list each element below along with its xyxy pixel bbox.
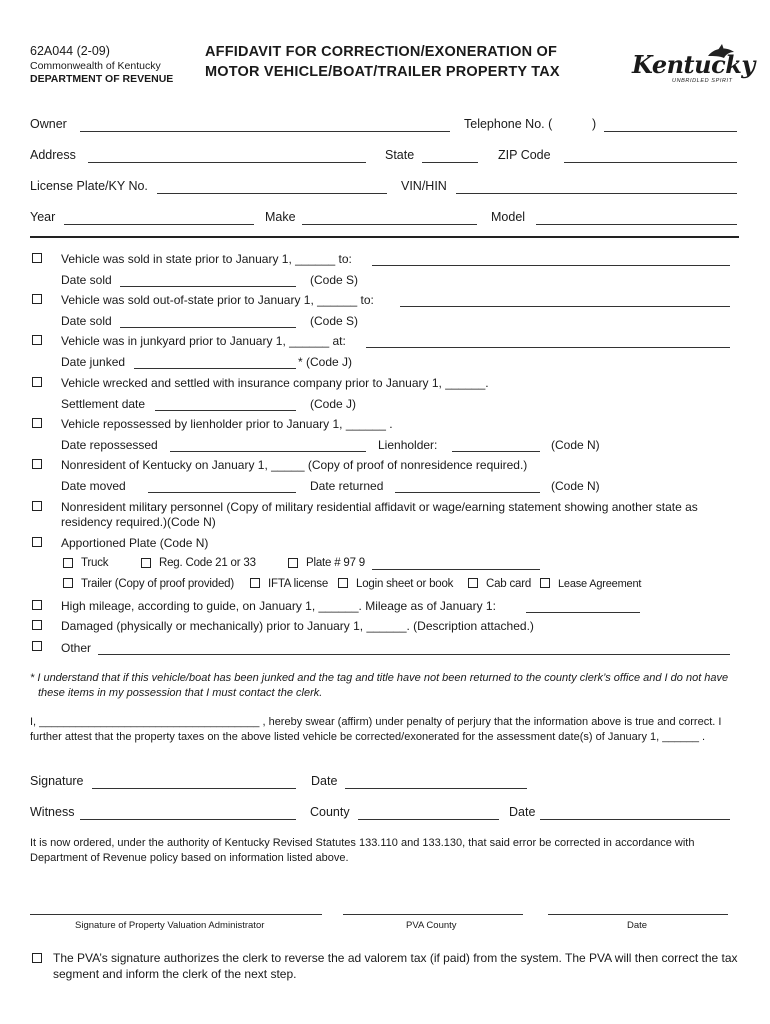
date-sold-field-1[interactable] — [120, 286, 296, 287]
section-divider — [30, 236, 739, 238]
witness-date-field[interactable] — [540, 819, 730, 820]
signature-date-label: Date — [311, 774, 338, 788]
telephone-label: Telephone No. ( — [464, 117, 553, 131]
pva-authorization-note: The PVA’s signature authorizes the clerk to reverse the ad valorem tax (if paid) from the system. The PVA will then correct the tax segment and inform the clerk of the next step. — [53, 951, 738, 981]
military-label-line2: residency required.)(Code N) — [61, 515, 216, 529]
date-junked-field[interactable] — [134, 368, 296, 369]
agency-name: Commonwealth of Kentucky — [30, 60, 161, 72]
high-mileage-label: High mileage, according to guide, on January 1, ______. Mileage as of January 1: — [61, 599, 496, 613]
trailer-label: Trailer (Copy of proof provided) — [81, 578, 234, 590]
nonresident-checkbox[interactable] — [32, 459, 42, 469]
signature-date-field[interactable] — [345, 788, 527, 789]
witness-field[interactable] — [80, 819, 296, 820]
owner-field[interactable] — [80, 131, 450, 132]
telephone-paren: ) — [592, 117, 597, 131]
model-label: Model — [491, 210, 526, 224]
other-checkbox[interactable] — [32, 641, 42, 651]
order-statement: It is now ordered, under the authority of Kentucky Revised Statutes 133.110 and 133.130, that said error be corrected in accordance with Department of Revenue policy based on information listed above. — [30, 837, 695, 864]
zip-field[interactable] — [564, 162, 737, 163]
date-returned-field[interactable] — [395, 492, 540, 493]
address-field[interactable] — [88, 162, 366, 163]
sold-in-state-buyer-field[interactable] — [372, 265, 730, 266]
witness-date-label: Date — [509, 805, 536, 819]
apportioned-checkbox[interactable] — [32, 537, 42, 547]
kentucky-logo — [630, 42, 755, 90]
pva-county-field[interactable] — [343, 914, 523, 915]
wrecked-checkbox[interactable] — [32, 377, 42, 387]
junkyard-checkbox[interactable] — [32, 335, 42, 345]
junked-footnote: * I understand that if this vehicle/boat has been junked and the tag and title have not been returned to the county clerk’s office and I do not have these items in my possession that I must contact the clerk. — [30, 672, 729, 699]
ifta-checkbox[interactable] — [250, 578, 260, 588]
form-number: 62A044 (2-09) — [30, 44, 110, 58]
form-title-line2: MOTOR VEHICLE/BOAT/TRAILER PROPERTY TAX — [205, 64, 560, 80]
nonresident-label: Nonresident of Kentucky on January 1, _____ (Copy of proof of nonresidence required.) — [61, 458, 528, 472]
pva-signature-label: Signature of Property Valuation Administrator — [75, 920, 265, 931]
damaged-label: Damaged (physically or mechanically) prior to January 1, ______. (Description attached.) — [61, 619, 534, 633]
code-j-label-1: * (Code J) — [298, 355, 353, 369]
login-sheet-label: Login sheet or book — [356, 578, 454, 590]
pva-signature-field[interactable] — [30, 914, 322, 915]
plate-number-field[interactable] — [372, 569, 540, 570]
damaged-checkbox[interactable] — [32, 620, 42, 630]
other-field[interactable] — [98, 654, 730, 655]
date-sold-label-2: Date sold — [61, 314, 112, 328]
telephone-field[interactable] — [604, 131, 737, 132]
vin-label: VIN/HIN — [401, 179, 447, 193]
lienholder-label: Lienholder: — [378, 438, 438, 452]
lienholder-field[interactable] — [452, 451, 540, 452]
pva-authorization-checkbox[interactable] — [32, 953, 42, 963]
date-sold-field-2[interactable] — [120, 327, 296, 328]
model-field[interactable] — [536, 224, 737, 225]
settlement-date-field[interactable] — [155, 410, 296, 411]
reg-code-label: Reg. Code 21 or 33 — [159, 557, 256, 569]
mileage-field[interactable] — [526, 612, 640, 613]
cab-card-label: Cab card — [486, 578, 532, 590]
lease-checkbox[interactable] — [540, 578, 550, 588]
date-junked-label: Date junked — [61, 355, 126, 369]
date-repossessed-label: Date repossessed — [61, 438, 158, 452]
settlement-date-label: Settlement date — [61, 397, 146, 411]
ifta-label: IFTA license — [268, 578, 329, 590]
logo-wordmark: Kentucky — [632, 50, 755, 79]
repossessed-label: Vehicle repossessed by lienholder prior to January 1, ______ . — [61, 417, 393, 431]
code-s-label-2: (Code S) — [310, 314, 359, 328]
pva-date-field[interactable] — [548, 914, 728, 915]
date-sold-label-1: Date sold — [61, 273, 112, 287]
plate-label: Plate # 97 9 — [306, 557, 365, 569]
plate-checkbox[interactable] — [288, 558, 298, 568]
license-field[interactable] — [157, 193, 387, 194]
sold-out-state-label: Vehicle was sold out-of-state prior to January 1, ______ to: — [61, 293, 374, 307]
military-checkbox[interactable] — [32, 501, 42, 511]
signature-field[interactable] — [92, 788, 296, 789]
witness-label: Witness — [30, 805, 75, 819]
wrecked-label: Vehicle wrecked and settled with insurance company prior to January 1, ______. — [61, 376, 489, 390]
login-sheet-checkbox[interactable] — [338, 578, 348, 588]
date-moved-label: Date moved — [61, 479, 126, 493]
truck-label: Truck — [81, 557, 109, 569]
oath-statement: I, ____________________________________ , hereby swear (affirm) under penalty of perjury that the information above is true and correct. I further attest that the property taxes on the above listed vehicle be corrected/exonerated for the assessment date(s) of January 1, ______ . — [30, 716, 722, 743]
address-label: Address — [30, 148, 76, 162]
lease-label: Lease Agreement — [558, 578, 642, 590]
junkyard-label: Vehicle was in junkyard prior to January 1, ______ at: — [61, 334, 346, 348]
logo-tagline: UNBRIDLED SPIRIT — [672, 78, 733, 84]
vin-field[interactable] — [456, 193, 737, 194]
license-label: License Plate/KY No. — [30, 179, 148, 193]
sold-out-state-buyer-field[interactable] — [400, 306, 730, 307]
make-field[interactable] — [302, 224, 477, 225]
code-s-label-1: (Code S) — [310, 273, 359, 287]
state-label: State — [385, 148, 415, 162]
sold-out-state-checkbox[interactable] — [32, 294, 42, 304]
cab-card-checkbox[interactable] — [468, 578, 478, 588]
county-label: County — [310, 805, 350, 819]
sold-in-state-label: Vehicle was sold in state prior to January 1, ______ to: — [61, 252, 352, 266]
owner-label: Owner — [30, 117, 67, 131]
state-field[interactable] — [422, 162, 478, 163]
code-n-label-1: (Code N) — [551, 438, 600, 452]
junkyard-location-field[interactable] — [366, 347, 730, 348]
repossessed-checkbox[interactable] — [32, 418, 42, 428]
trailer-checkbox[interactable] — [63, 578, 73, 588]
date-repossessed-field[interactable] — [170, 451, 366, 452]
military-label-line1: Nonresident military personnel (Copy of military residential affidavit or wage/earning statement showing another state as — [61, 500, 698, 514]
year-field[interactable] — [64, 224, 254, 225]
pva-date-label: Date — [627, 920, 648, 931]
signature-label: Signature — [30, 774, 84, 788]
date-moved-field[interactable] — [148, 492, 296, 493]
high-mileage-checkbox[interactable] — [32, 600, 42, 610]
apportioned-label: Apportioned Plate (Code N) — [61, 536, 209, 550]
other-label: Other — [61, 641, 92, 655]
county-field[interactable] — [358, 819, 499, 820]
year-label: Year — [30, 210, 56, 224]
sold-in-state-checkbox[interactable] — [32, 253, 42, 263]
zip-label: ZIP Code — [498, 148, 551, 162]
make-label: Make — [265, 210, 296, 224]
code-n-label-2: (Code N) — [551, 479, 600, 493]
pva-county-label: PVA County — [406, 920, 457, 931]
reg-code-checkbox[interactable] — [141, 558, 151, 568]
code-j-label-2: (Code J) — [310, 397, 357, 411]
department-name: DEPARTMENT OF REVENUE — [30, 73, 174, 85]
date-returned-label: Date returned — [310, 479, 384, 493]
truck-checkbox[interactable] — [63, 558, 73, 568]
form-title-line1: AFFIDAVIT FOR CORRECTION/EXONERATION OF — [205, 44, 558, 60]
